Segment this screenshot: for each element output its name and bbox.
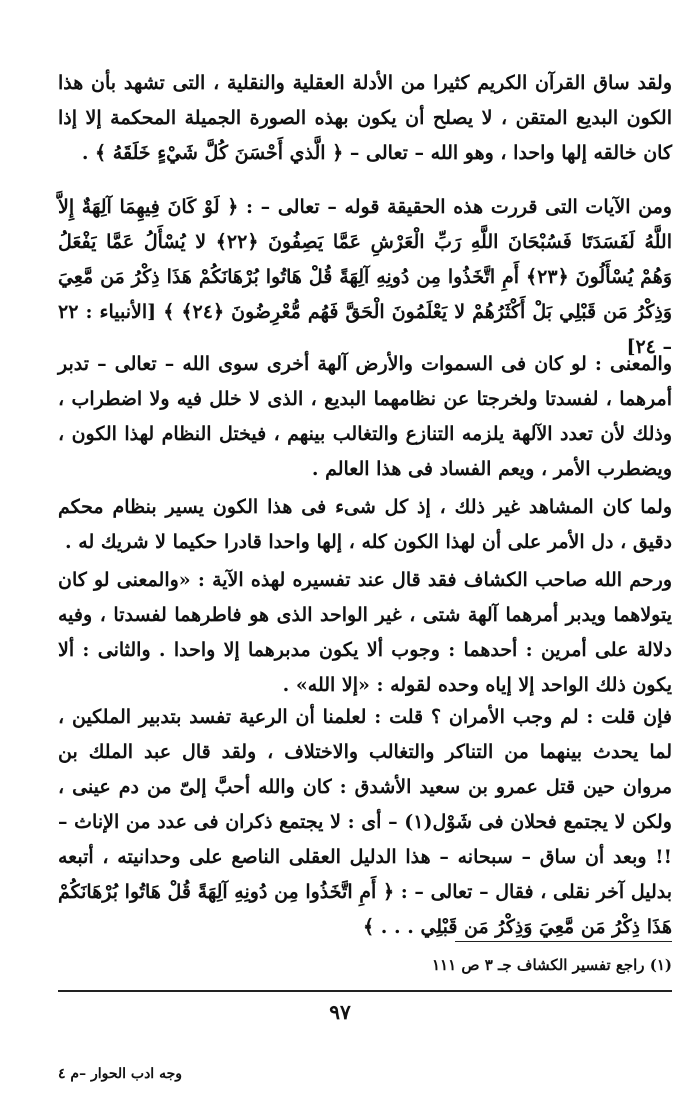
paragraph-2 — [58, 190, 672, 365]
paragraph-5 — [58, 563, 672, 703]
paragraph-1-text: ولقد ساق القرآن الكريم كثيرا من الأدلة العقلية والنقلية ، التى تشهد بأن هذا الكون البديع المتقن ، لا يصلح أن يكون بهذه الصورة الجميلة المحكمة إلا إذا كان خالقه إلها واحدا ، وهو الله – تعالى – ﴿ الَّذي أَحْسَنَ كُلَّ شَيْءٍ خَلَقَهُ ﴾ . — [58, 72, 672, 164]
paragraph-3 — [58, 347, 672, 487]
page-number: ٩٧ — [329, 1000, 351, 1024]
paragraph-1 — [58, 66, 672, 171]
paragraph-6 — [58, 700, 672, 945]
paragraph-5-text: ورحم الله صاحب الكشاف فقد قال عند تفسيره لهذه الآية : «والمعنى لو كان يتولاهما ويدبر أمرهما آلهة شتى ، غير الواحد الذى هو فاطرهما لفسدتا ، وفيه دلالة على أمرين : أحدهما : وجوب ألا يكون مدبرهما إلا واحدا . والثانى : ألا يكون ذلك الواحد إلا إياه وحده لقوله : «إلا الله» . — [58, 569, 672, 696]
paragraph-2-text: ومن الآيات التى قررت هذه الحقيقة قوله – تعالى – : ﴿ لَوْ كَانَ فِيهِمَا آلِهَةٌ إِلاَّ اللَّهُ لَفَسَدَتَا فَسُبْحَانَ اللَّهِ رَبِّ الْعَرْشِ عَمَّا يَصِفُونَ ﴿٢٢﴾ لا يُسْأَلُ عَمَّا يَفْعَلُ وَهُمْ يُسْأَلُونَ ﴿٢٣﴾ أَمِ اتَّخَذُوا مِن دُونِهِ آلِهَةً قُلْ هَاتُوا بُرْهَانَكُمْ هَذَا ذِكْرُ مَن مَّعِيَ وَذِكْرُ مَن قَبْلِي بَلْ أَكْثَرُهُمْ لا يَعْلَمُونَ الْحَقَّ فَهُم مُّعْرِضُونَ ﴿٢٤﴾ ﴾ [الأنبياء : ٢٢ – ٢٤] — [58, 196, 673, 358]
paragraph-3-text: والمعنى : لو كان فى السموات والأرض آلهة أخرى سوى الله – تعالى – تدبر أمرهما ، لفسدتا ولخرجتا عن نظامهما البديع ، الذى لا خلل فيه ولا اضطراب ، وذلك لأن تعدد الآلهة يلزمه التنازع والتغالب بينهم ، فيختل النظام لهذا الكون ، ويضطرب الأمر ، ويعم الفساد فى هذا العالم . — [58, 353, 672, 480]
page-rule — [58, 990, 672, 992]
paragraph-4 — [58, 490, 672, 560]
footnote: (١) راجع تفسير الكشاف جـ ٣ ص ١١١ — [431, 956, 672, 974]
paragraph-6-text: فإن قلت : لم وجب الأمران ؟ قلت : لعلمنا أن الرعية تفسد بتدبير الملكين ، لما يحدث بينهما من التناكر والتغالب والاختلاف ، ولقد قال عبد الملك بن مروان حين قتل عمرو بن سعيد الأشدق : كان والله أحبَّ إلىّ من دم عينى ، ولكن لا يجتمع فحلان فى شَوْل(١) – أى : لا يجتمع ذكران فى عدد من الإناث – !! وبعد أن ساق – سبحانه – هذا الدليل العقلى الناصع على وحدانيته ، أتبعه بدليل آخر نقلى ، فقال – تعالى – : ﴿ أَمِ اتَّخَذُوا مِن دُونِهِ آلِهَةً قُلْ هَاتُوا بُرْهَانَكُمْ هَذَا ذِكْرُ مَن مَّعِيَ وَذِكْرُ مَن قَبْلِي . . . ﴾ — [58, 706, 672, 938]
running-footer: وجه ادب الحوار –م ٤ — [58, 1066, 182, 1082]
footnote-separator — [455, 941, 672, 942]
paragraph-4-text: ولما كان المشاهد غير ذلك ، إذ كل شىء فى هذا الكون يسير بنظام محكم دقيق ، دل الأمر على أن لهذا الكون كله ، إلها واحدا قادرا حكيما لا شريك له . — [58, 496, 672, 553]
